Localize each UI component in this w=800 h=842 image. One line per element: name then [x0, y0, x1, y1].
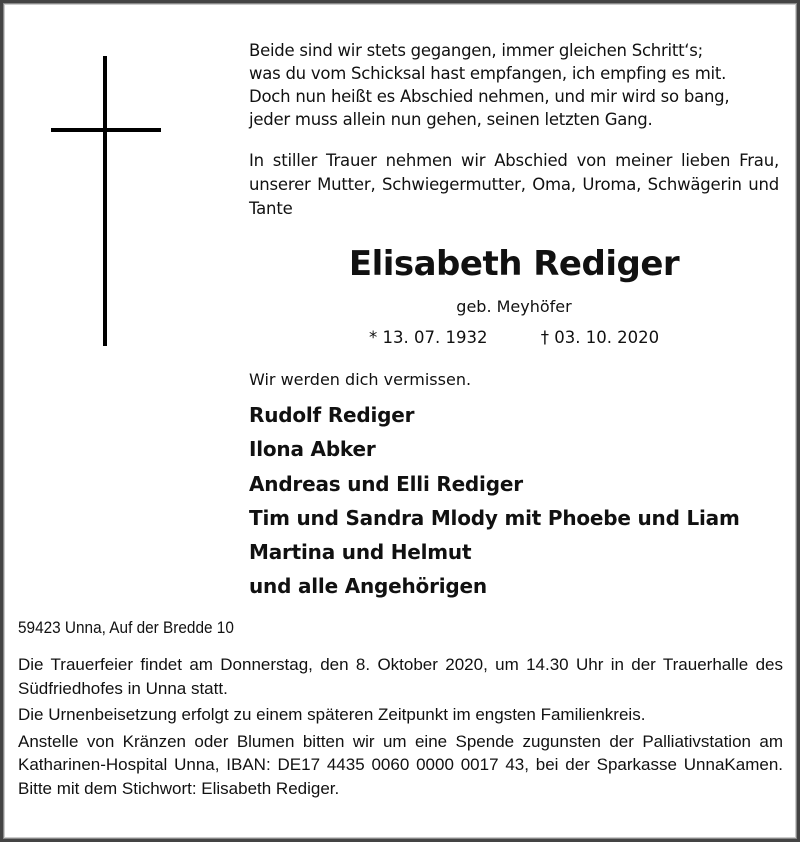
- poem: [249, 39, 729, 131]
- mourner: Tim und Sandra Mlody mit Phoebe und Liam: [249, 505, 740, 530]
- funeral-service-note: Die Trauerfeier findet am Donnerstag, den 8. Oktober 2020, um 14.30 Uhr in der Trauerhalle des Südfriedhofes in Unna statt.: [18, 655, 783, 698]
- death-date: † 03. 10. 2020: [540, 328, 660, 347]
- mourner: und alle Angehörigen: [249, 574, 487, 599]
- poem-line: was du vom Schicksal hast empfangen, ich empfing es mit.: [249, 64, 727, 83]
- maiden-name: geb. Meyhöfer: [456, 297, 572, 316]
- poem-line: jeder muss allein nun gehen, seinen letzten Gang.: [249, 110, 653, 129]
- mourner: Andreas und Elli Rediger: [249, 471, 523, 496]
- poem-line: Doch nun heißt es Abschied nehmen, und mir wird so bang,: [249, 87, 730, 106]
- cross-vertical-bar: [103, 56, 107, 346]
- donation-note: Anstelle von Kränzen oder Blumen bitten wir um eine Spende zugunsten der Palliativstation am Katharinen-Hospital Unna, IBAN: DE17 4435 0060 0000 0017 43, bei der Sparkasse UnnaKamen. Bitte mit dem Stichwort: Elisabeth Rediger.: [18, 731, 783, 798]
- mourner: Rudolf Rediger: [249, 403, 415, 427]
- deceased-name: Elisabeth Rediger: [348, 244, 680, 284]
- birth-date: * 13. 07. 1932: [369, 328, 488, 347]
- mourner: Martina und Helmut: [249, 540, 472, 565]
- cross-horizontal-bar: [51, 128, 161, 132]
- life-dates: [369, 328, 659, 347]
- funeral-notes: [18, 653, 783, 803]
- family-address: 59423 Unna, Auf der Bredde 10: [18, 619, 234, 637]
- closing-line: Wir werden dich vermissen.: [249, 370, 472, 389]
- poem-line: Beide sind wir stets gegangen, immer gleichen Schritt‘s;: [249, 41, 703, 60]
- burial-note: Die Urnenbeisetzung erfolgt zu einem späteren Zeitpunkt im engsten Familienkreis.: [18, 705, 646, 724]
- mourner: Ilona Abker: [249, 437, 376, 462]
- mourning-intro: In stiller Trauer nehmen wir Abschied von meiner lieben Frau, unserer Mutter, Schwiegermutter, Oma, Uroma, Schwägerin und Tante: [249, 151, 779, 218]
- mourners-list: [249, 398, 740, 604]
